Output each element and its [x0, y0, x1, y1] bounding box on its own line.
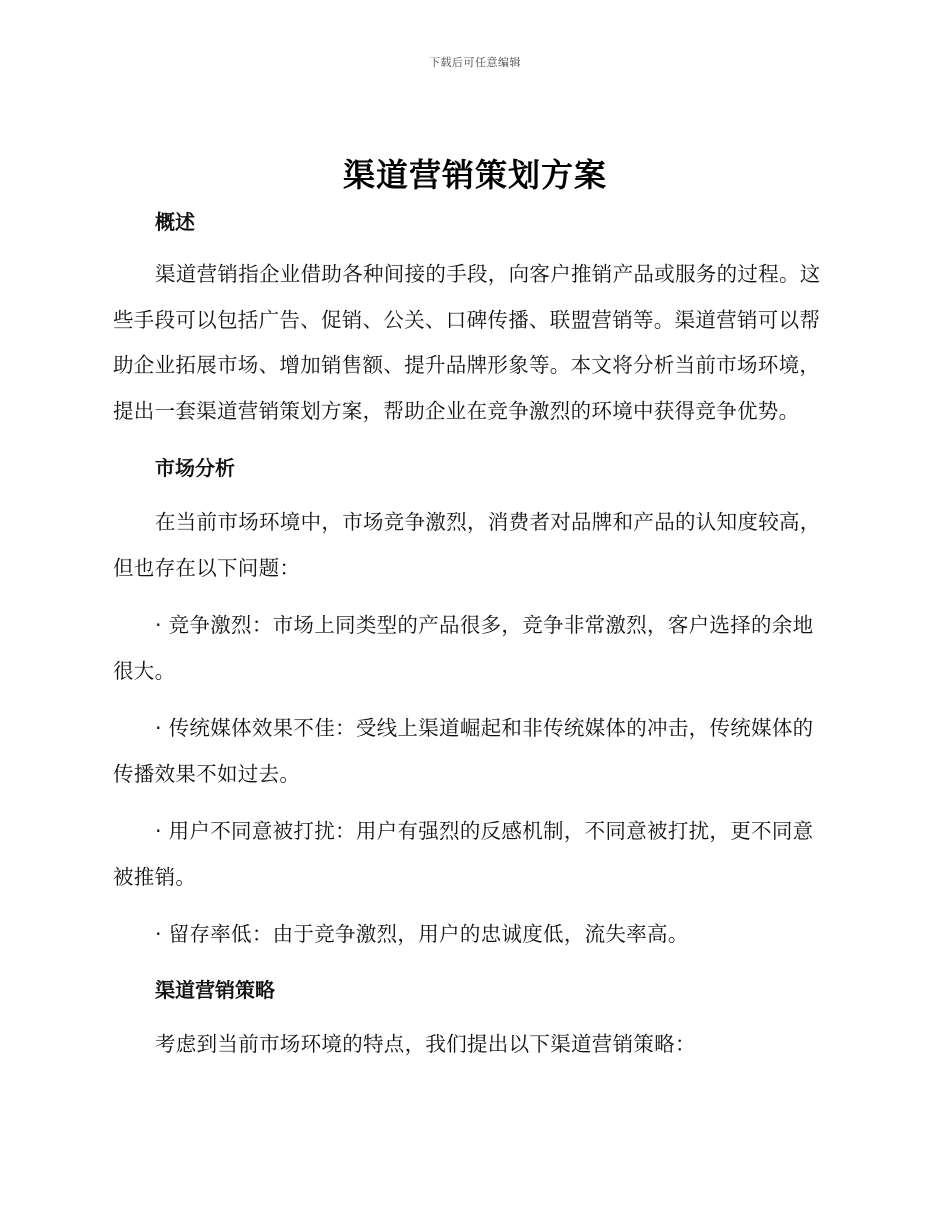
issue-item: · 传统媒体效果不佳：受线上渠道崛起和非传统媒体的冲击，传统媒体的传播效果不如过去。: [113, 716, 814, 786]
document-body: [113, 204, 833, 1067]
document-title: 渠道营销策划方案: [342, 156, 607, 194]
header-note: 下载后可任意编辑: [429, 56, 521, 69]
issue-item: · 竞争激烈：市场上同类型的产品很多，竞争非常激烈，客户选择的余地很大。: [113, 613, 814, 683]
issue-item: · 用户不同意被打扰：用户有强烈的反感机制，不同意被打扰，更不同意被推销。: [113, 819, 814, 889]
strategy-intro-paragraph: 考虑到当前市场环境的特点，我们提出以下渠道营销策略：: [155, 1031, 696, 1056]
section-heading-overview: 概述: [155, 210, 195, 234]
issue-item: · 留存率低：由于竞争激烈，用户的忠诚度低，流失率高。: [155, 922, 689, 946]
overview-paragraph: 渠道营销指企业借助各种间接的手段，向客户推销产品或服务的过程。这些手段可以包括广告、促销、公关、口碑传播、联盟营销等。渠道营销可以帮助企业拓展市场、增加销售额、提升品牌形象等。本文将分析当前市场环境，提出一套渠道营销策划方案，帮助企业在竞争激烈的环境中获得竞争优势。: [113, 262, 821, 423]
section-heading-market-analysis: 市场分析: [155, 456, 235, 480]
section-heading-strategy: 渠道营销策略: [155, 977, 275, 1002]
market-intro-paragraph: 在当前市场环境中，市场竞争激烈，消费者对品牌和产品的认知度较高，但也存在以下问题：: [113, 510, 821, 580]
